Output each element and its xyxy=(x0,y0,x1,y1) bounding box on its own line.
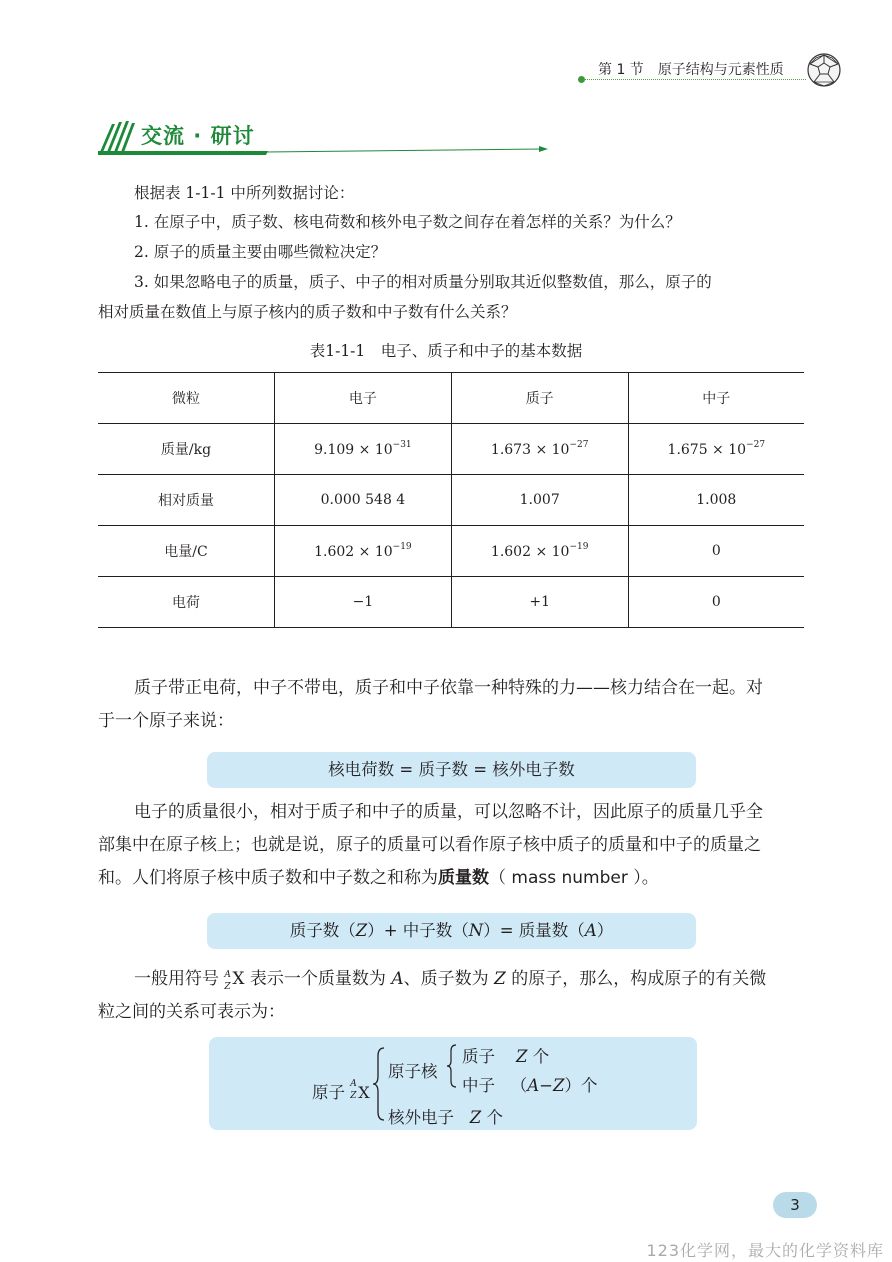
question-intro: 根据表 1-1-1 中所列数据讨论： xyxy=(134,184,355,202)
fullerene-icon xyxy=(806,52,842,88)
header-proton: 质子 xyxy=(451,373,628,424)
table-row xyxy=(98,577,804,628)
cell-proton-relative-mass: 1.007 xyxy=(451,475,628,526)
header-rule xyxy=(584,79,806,80)
question-3-line-2: 相对质量在数值上与原子核内的质子数和中子数有什么关系？ xyxy=(98,303,517,321)
table-row xyxy=(98,475,804,526)
atom-label: 原子 A Z X xyxy=(312,1079,370,1102)
proton-line: 质子 Z 个 xyxy=(462,1047,550,1066)
neutron-line: 中子 （A−Z）个 xyxy=(462,1076,598,1095)
table-caption: 表1-1-1 电子、质子和中子的基本数据 xyxy=(309,342,583,360)
header-title: 原子结构与元素性质 xyxy=(657,62,784,78)
inner-brace xyxy=(446,1043,458,1089)
table-header-row xyxy=(98,373,804,424)
nucleus-label: 原子核 xyxy=(388,1062,438,1081)
outer-brace xyxy=(372,1046,386,1122)
cell-neutron-charge: 0 xyxy=(628,577,804,628)
watermark-footer: 123化学网，最大的化学资料库 xyxy=(646,1241,884,1260)
running-header xyxy=(598,59,784,79)
question-2: 2. 原子的质量主要由哪些微粒决定？ xyxy=(134,243,387,261)
particle-data-table xyxy=(98,372,804,628)
electron-line: 核外电子 Z 个 xyxy=(388,1108,503,1127)
nuclide-symbol: A Z X xyxy=(224,969,245,992)
banner-underline xyxy=(98,146,548,158)
term-mass-number: 质量数 xyxy=(438,868,489,888)
cell-electron-charge-amount: $1.602 \times 10^{-19}$ xyxy=(275,526,452,577)
cell-neutron-mass: $1.675 \times 10^{-27}$ xyxy=(628,424,804,475)
paragraph-nuclide-symbol: 一般用符号 A Z X 表示一个质量数为 A、质子数为 Z 的原子，那么，构成原子的有关微 粒之间的关系可表示为： xyxy=(98,963,804,1029)
paragraph-mass-number: 电子的质量很小，相对于质子和中子的质量，可以忽略不计，因此原子的质量几乎全 部集中在原子核上；也就是说，原子的质量可以看作原子核中质子的质量和中子的质量之 和。人们将原子核中质子数和中子数之和称为质量数（ mass number ）。 xyxy=(98,802,763,888)
row-label-charge-amount: 电量/C xyxy=(98,526,275,577)
cell-neutron-charge-amount: 0 xyxy=(628,526,804,577)
formula-box-charge xyxy=(207,752,696,788)
table-row xyxy=(98,526,804,577)
question-3-line-1: 3. 如果忽略电子的质量，质子、中子的相对质量分别取其近似整数值，那么，原子的 xyxy=(134,273,712,291)
section-title: 交流 · 研讨 xyxy=(141,124,255,148)
cell-proton-mass: $1.673 \times 10^{-27}$ xyxy=(451,424,628,475)
cell-proton-charge: +1 xyxy=(451,577,628,628)
paragraph-nuclear-force: 质子带正电荷，中子不带电，质子和中子依靠一种特殊的力——核力结合在一起。对 于一个原子来说： xyxy=(98,678,763,731)
atom-nuclide-symbol: A Z X xyxy=(350,1079,370,1102)
formula-charge-equality: 核电荷数 = 质子数 = 核外电子数 xyxy=(328,760,575,779)
row-label-charge: 电荷 xyxy=(98,577,275,628)
header-particle: 微粒 xyxy=(98,373,275,424)
cell-neutron-relative-mass: 1.008 xyxy=(628,475,804,526)
table-row xyxy=(98,424,804,475)
header-neutron: 中子 xyxy=(628,373,804,424)
header-electron: 电子 xyxy=(275,373,452,424)
cell-electron-relative-mass: 0.000 548 4 xyxy=(275,475,452,526)
cell-electron-mass: $9.109 \times 10^{-31}$ xyxy=(275,424,452,475)
row-label-mass: 质量/kg xyxy=(98,424,275,475)
formula-box-mass-number xyxy=(207,913,696,949)
formula-mass-number: 质子数（Z）+ 中子数（N）= 质量数（A） xyxy=(289,921,614,940)
row-label-relative-mass: 相对质量 xyxy=(98,475,275,526)
cell-proton-charge-amount: $1.602 \times 10^{-19}$ xyxy=(451,526,628,577)
page-number: 3 xyxy=(773,1192,817,1218)
header-section: 第 1 节 xyxy=(598,62,644,78)
question-1: 1. 在原子中，质子数、核电荷数和核外电子数之间存在着怎样的关系？为什么？ xyxy=(134,213,681,231)
cell-electron-charge: −1 xyxy=(275,577,452,628)
